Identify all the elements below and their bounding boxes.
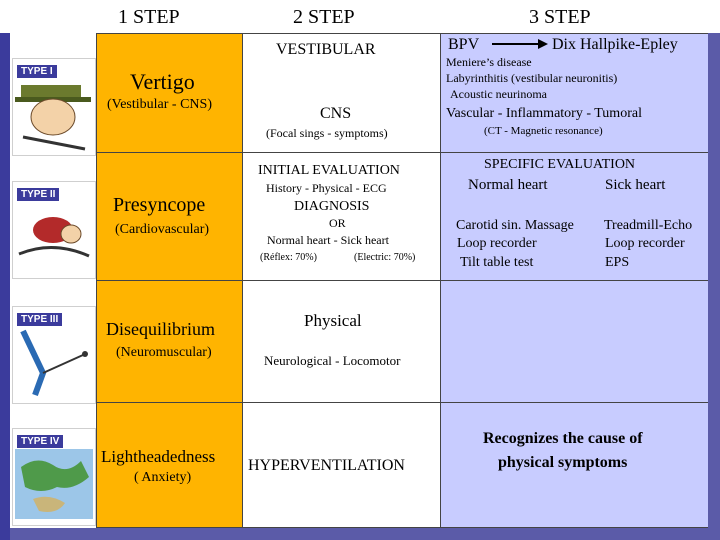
left-strip [0,33,10,540]
bottom-band [10,528,720,540]
right-band [708,33,720,540]
hyperventilation-label: HYPERVENTILATION [248,457,405,474]
step2-header: 2 STEP [293,6,355,28]
sick-heart-head: Sick heart [605,177,666,193]
vestibular-cause: Meniere’s disease [446,55,532,69]
type-tag: TYPE I [17,65,57,78]
arrow-right-icon [490,36,550,52]
vestibular-label: VESTIBULAR [276,41,376,58]
disequilibrium-title: Disequilibrium [106,319,215,339]
disequilibrium-sub: (Neuromuscular) [116,345,212,360]
reflex-note: (Réflex: 70%) [260,252,317,263]
lightheadedness-sub: ( Anxiety) [134,470,192,485]
or-label: OR [329,216,346,230]
electric-note: (Electric: 70%) [354,252,416,263]
anxiety-outcome: Recognizes the cause of [483,430,643,447]
vestibular-cause: Labyrinthitis (vestibular neuronitis) [446,71,618,85]
type-tag: TYPE II [17,188,59,201]
divider-horizontal [96,402,708,403]
cns-imaging: (CT - Magnetic resonance) [484,125,603,137]
divider-horizontal [96,33,708,34]
diagnosis-label: DIAGNOSIS [294,199,370,214]
step3-header: 3 STEP [529,6,591,28]
physical-title: Physical [304,311,362,330]
sick-heart-test: EPS [605,255,630,270]
cns-causes: Vascular - Inflammatory - Tumoral [446,106,642,121]
bpv-label: BPV [448,36,480,53]
normal-heart-test: Loop recorder [457,236,537,251]
type-card-4 [12,428,96,526]
divider-horizontal [96,280,708,281]
type-tag: TYPE IV [17,435,63,448]
sick-heart-test: Loop recorder [605,236,685,251]
vertigo-title: Vertigo [130,69,195,94]
anxiety-outcome: physical symptoms [498,454,628,471]
heart-status-line: Normal heart - Sick heart [267,233,389,247]
type-card-1 [12,58,96,156]
initial-evaluation-line: History - Physical - ECG [266,181,387,195]
normal-heart-test: Tilt table test [460,255,534,270]
maneuver-label: Dix Hallpike-Epley [552,36,678,53]
map-icon [13,447,95,523]
physical-sub: Neurological - Locomotor [264,353,401,368]
type-tag: TYPE III [17,313,62,326]
figure-icon [13,325,95,401]
initial-evaluation-title: INITIAL EVALUATION [258,163,400,178]
presyncope-title: Presyncope [113,194,206,216]
divider-horizontal [96,527,708,528]
step1-header: 1 STEP [118,6,180,28]
type-card-2 [12,181,96,279]
vestibular-cause: Acoustic neurinoma [450,87,547,101]
specific-evaluation-title: SPECIFIC EVALUATION [484,157,636,172]
normal-heart-test: Carotid sin. Massage [456,218,574,233]
type-card-3 [12,306,96,404]
normal-heart-head: Normal heart [468,177,548,193]
lightheadedness-title: Lightheadedness [101,447,216,466]
cns-note: (Focal sings - symptoms) [266,126,388,140]
heart-person-icon [13,200,95,276]
sick-heart-test: Treadmill-Echo [604,218,693,233]
vertigo-sub: (Vestibular - CNS) [107,97,212,112]
presyncope-sub: (Cardiovascular) [115,222,210,237]
hat-man-icon [13,77,95,153]
cns-label: CNS [320,105,352,122]
divider-horizontal [96,152,708,153]
